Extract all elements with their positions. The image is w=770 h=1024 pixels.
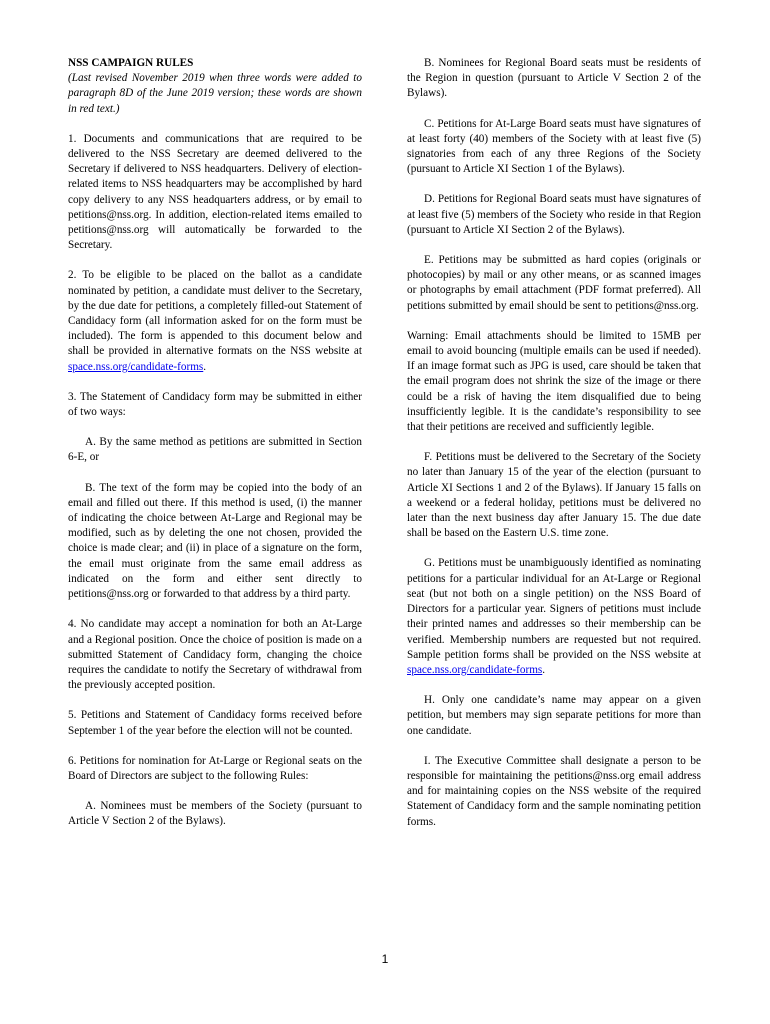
left-column: [68, 56, 362, 830]
rule-6g: G. Petitions must be unambiguously identified as nominating petitions for a particular individual for an At-Large or Regional seat (but not both on a single petition) on the NSS Board of Directors for a particular year. Signers of petitions must include their printed names and addresses so their membership can be verified. Membership numbers are requested but not required. Sample petition forms shall be provided on the NSS website at space.nss.org/candidate-forms.: [407, 557, 701, 676]
rule-6g-text: G. Petitions must be unambiguously identified as nominating petitions for a particular individual for an At-Large or Regional seat (but not both on a single petition) on the NSS Board of Directors for a particular year. Signers of petitions must include their printed names and addresses so their membership can be verified. Membership numbers are requested but not required. Sample petition forms shall be provided on the NSS website at: [407, 557, 701, 661]
warning-note: Warning: Email attachments should be limited to 15MB per email to avoid bouncing (multiple emails can be used if needed). If an image format such as JPG is used, care should be taken that the email program does not shrink the size of the image or there could be a risk of having the item disqualified due to being insufficiently legible. It is the candidate’s responsibility to see that their petitions are received and sufficiently legible.: [407, 329, 701, 434]
candidate-forms-link[interactable]: space.nss.org/candidate-forms: [407, 663, 543, 676]
rule-2: 2. To be eligible to be placed on the ballot as a candidate nominated by petition, a candidate must deliver to the Secretary, by the due date for petitions, a completely filled-out Statement of Candidacy form (all information asked for on the form must be included). The form is appended to this document below and shall be provided in alternative formats on the NSS website at space.nss.org/candidate-forms.: [68, 269, 362, 373]
candidate-forms-link[interactable]: space.nss.org/candidate-forms: [68, 360, 204, 373]
rule-6c: C. Petitions for At-Large Board seats must have signatures of at least forty (40) members of the Society with at least five (5) signatories from each of any three Regions of the Society (pursuant to Article XI Section 1 of the Bylaws).: [407, 117, 701, 176]
document-title: NSS CAMPAIGN RULES: [68, 57, 194, 69]
rule-6d: D. Petitions for Regional Board seats must have signatures of at least five (5) members of the Society who reside in that Region (pursuant to Article XI Section 2 of the Bylaws).: [407, 193, 701, 236]
rule-6a: A. Nominees must be members of the Society (pursuant to Article V Section 2 of the Bylaws).: [68, 800, 362, 828]
rule-6h: H. Only one candidate’s name may appear on a given petition, but members may sign separate petitions for more than one candidate.: [407, 694, 701, 737]
rule-5: 5. Petitions and Statement of Candidacy forms received before September 1 of the year before the election will not be counted.: [68, 709, 362, 737]
rule-3b: B. The text of the form may be copied into the body of an email and filled out there. If this method is used, (i) the manner of indicating the choice between At-Large and Regional may be modified, such as by deleting the one not chosen, provided the choice is made clear; and (ii) in place of a signature on the form, the email must originate from the same email address as indicated on the form and either sent directly to petitions@nss.org or forwarded to that address by a third party.: [68, 481, 362, 601]
rule-6: 6. Petitions for nomination for At-Large or Regional seats on the Board of Directors are subject to the following Rules:: [68, 754, 362, 782]
rule-6e: E. Petitions may be submitted as hard copies (originals or photocopies) by mail or any other means, or as scanned images or photographs by email attachment (PDF format preferred). All petitions submitted by email should be sent to petitions@nss.org.: [407, 254, 701, 312]
page-number: 1: [381, 952, 389, 966]
rule-3a: A. By the same method as petitions are submitted in Section 6-E, or: [68, 436, 362, 464]
rule-1: 1. Documents and communications that are required to be delivered to the NSS Secretary are deemed delivered to the Secretary if delivered to NSS headquarters. Delivery of election-related items to NSS headquarters may be accomplished by hard copy delivery to any NSS headquarters address, or by email to petitions@nss.org. In addition, election-related items emailed to petitions@nss.org will automatically be forwarded to the Secretary.: [68, 132, 362, 252]
rule-6f: F. Petitions must be delivered to the Secretary of the Society no later than January 15 of the year of the election (pursuant to Article XI Sections 1 and 2 of the Bylaws). If January 15 falls on a weekend or a federal holiday, petitions must be delivered no later than the next business day after January 15. The due date shall be based on the Eastern U.S. time zone.: [407, 451, 701, 540]
rule-6i: I. The Executive Committee shall designate a person to be responsible for maintaining the petitions@nss.org email address and for maintaining copies on the NSS website of the required Statement of Candidacy form and the sample nominating petition forms.: [407, 754, 701, 828]
revision-note: (Last revised November 2019 when three words were added to paragraph 8D of the June 2019 version; these words are shown in red text.): [68, 72, 362, 115]
rule-3: 3. The Statement of Candidacy form may be submitted in either of two ways:: [68, 390, 362, 419]
rule-4: 4. No candidate may accept a nomination for both an At-Large and a Regional position. Once the choice of position is made on a submitted Statement of Candidacy form, changing the choice requires the candidate to notify the Secretary of withdrawal from the previously accepted position.: [68, 618, 362, 692]
rule-6b: B. Nominees for Regional Board seats must be residents of the Region in question (pursuant to Article V Section 2 of the Bylaws).: [407, 57, 701, 100]
rule-2-text: 2. To be eligible to be placed on the ballot as a candidate nominated by petition, a candidate must deliver to the Secretary, by the due date for petitions, a completely filled-out Statement of Candidacy form (all information asked for on the form must be included). The form is appended to this document below and shall be provided in alternative formats on the NSS website at: [68, 269, 362, 358]
right-column: [407, 56, 701, 830]
